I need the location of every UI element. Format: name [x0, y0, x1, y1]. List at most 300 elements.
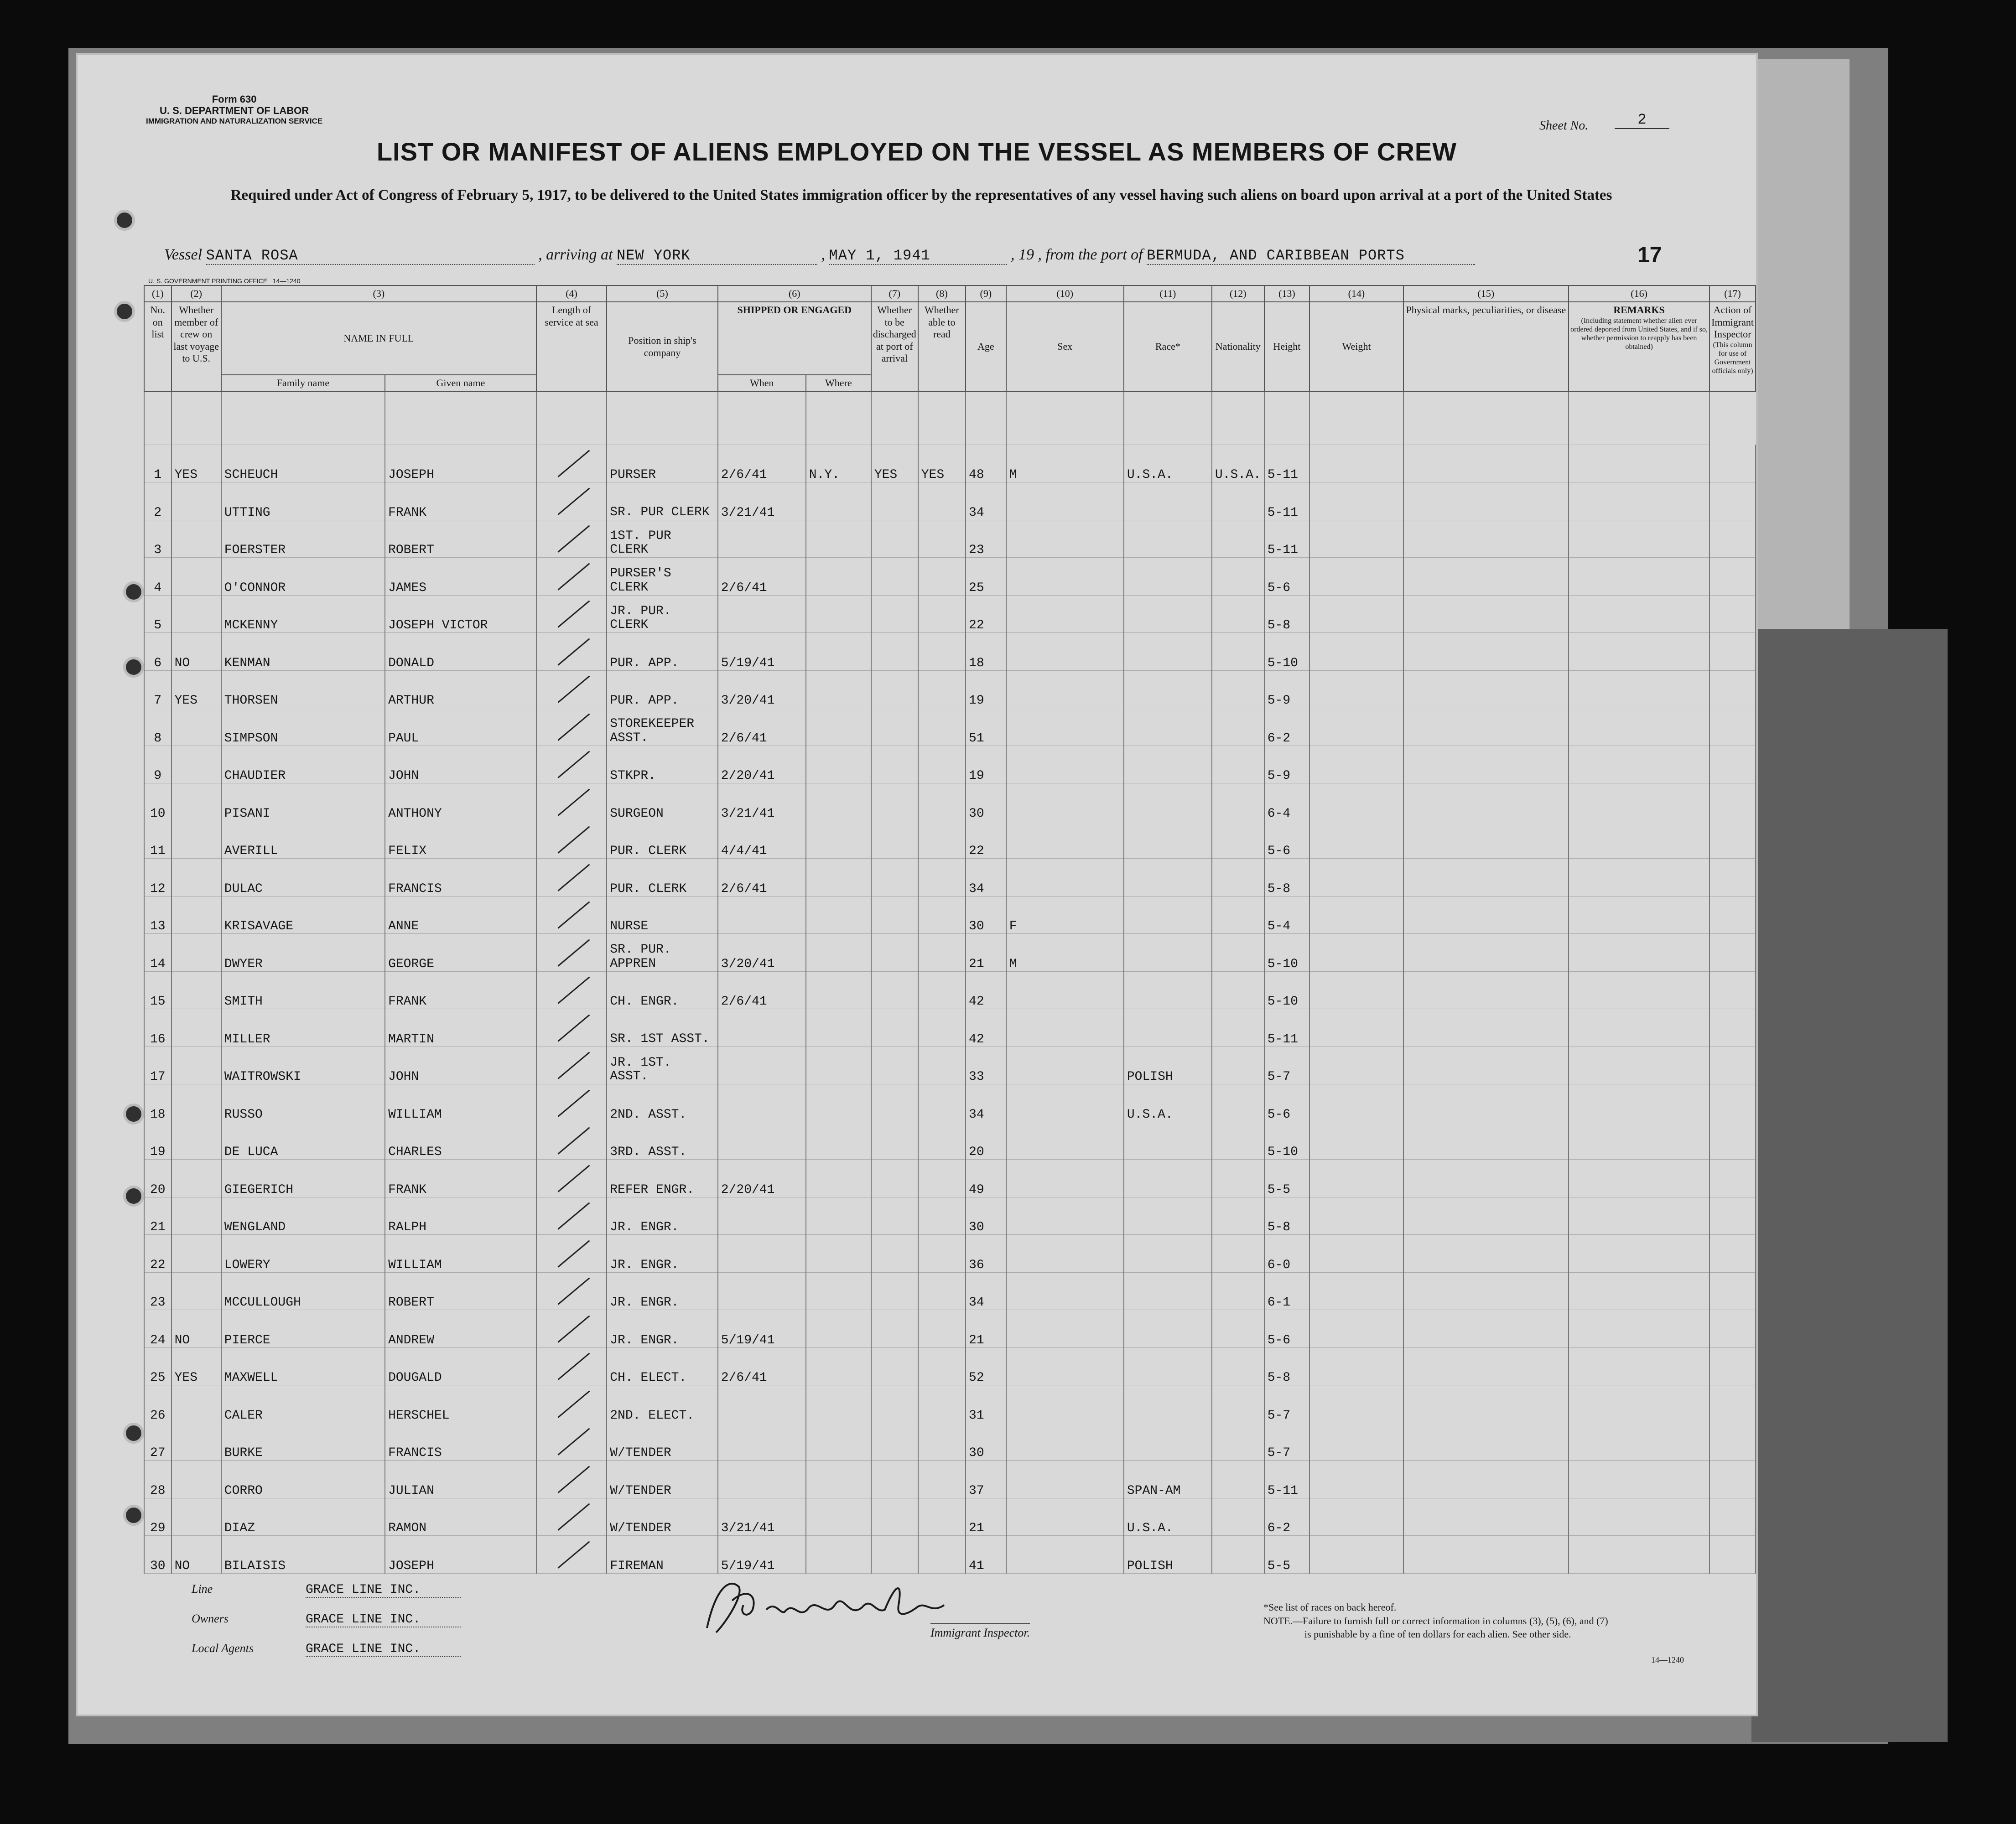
- discharged: [871, 1084, 918, 1122]
- row-number: 26: [144, 1385, 171, 1423]
- height: 5-11: [1264, 520, 1309, 558]
- inspector-action: [1709, 971, 1756, 1009]
- service-tick: [536, 708, 607, 746]
- header-nationality: Nationality: [1212, 302, 1264, 391]
- row-number: 23: [144, 1272, 171, 1310]
- last-voyage: [171, 821, 221, 859]
- remarks: [1569, 971, 1709, 1009]
- check-mark-icon: [557, 977, 590, 1004]
- given-name: ROBERT: [385, 1272, 536, 1310]
- page-title: LIST OR MANIFEST OF ALIENS EMPLOYED ON THE VESSEL AS MEMBERS OF CREW: [376, 137, 1457, 166]
- header-discharged: Whether to be discharged at port of arrival: [871, 302, 918, 391]
- last-voyage: [171, 1160, 221, 1197]
- service-tick: [536, 1423, 607, 1461]
- discharged: [871, 783, 918, 821]
- sex: [1006, 1235, 1124, 1273]
- race: [1124, 558, 1212, 596]
- binder-hole-icon: [114, 301, 135, 322]
- nationality: [1212, 558, 1264, 596]
- sex: [1006, 1122, 1124, 1160]
- weight: [1309, 670, 1403, 708]
- row-number: 28: [144, 1461, 171, 1498]
- arriving-label: , arriving at: [538, 246, 613, 263]
- weight: [1309, 708, 1403, 746]
- race: [1124, 1122, 1212, 1160]
- form-number: Form 630: [212, 93, 257, 105]
- nationality: [1212, 859, 1264, 896]
- table-row: [144, 821, 1756, 859]
- inspector-action: [1709, 1385, 1756, 1423]
- age: 30: [966, 1423, 1006, 1461]
- last-voyage: NO: [171, 1310, 221, 1348]
- check-mark-icon: [557, 1052, 590, 1079]
- physical-marks: [1403, 1084, 1569, 1122]
- shipped-when: 2/6/41: [718, 708, 806, 746]
- able-to-read: [918, 896, 966, 934]
- weight: [1309, 445, 1403, 482]
- remarks: [1569, 1047, 1709, 1084]
- family-name: DWYER: [221, 934, 385, 972]
- able-to-read: [918, 934, 966, 972]
- nationality: [1212, 1272, 1264, 1310]
- physical-marks: [1403, 558, 1569, 596]
- row-number: 30: [144, 1536, 171, 1574]
- row-number: 29: [144, 1498, 171, 1536]
- service-tick: [536, 896, 607, 934]
- family-name: DIAZ: [221, 1498, 385, 1536]
- inspector-action: [1709, 746, 1756, 783]
- shipped-when: [718, 595, 806, 633]
- shipped-where: [806, 595, 871, 633]
- check-mark-icon: [557, 713, 590, 741]
- last-voyage: [171, 1235, 221, 1273]
- remarks: [1569, 821, 1709, 859]
- shipped-where: [806, 1160, 871, 1197]
- binder-hole-icon: [123, 657, 144, 678]
- check-mark-icon: [557, 751, 590, 778]
- service-tick: [536, 1235, 607, 1273]
- race: [1124, 633, 1212, 671]
- remarks: [1569, 934, 1709, 972]
- race: [1124, 1347, 1212, 1385]
- nationality: U.S.A.: [1212, 445, 1264, 482]
- given-name: FRANCIS: [385, 1423, 536, 1461]
- family-name: PISANI: [221, 783, 385, 821]
- remarks: [1569, 1423, 1709, 1461]
- remarks: [1569, 1084, 1709, 1122]
- service-tick: [536, 1385, 607, 1423]
- table-row: [144, 445, 1756, 482]
- check-mark-icon: [557, 1353, 590, 1380]
- able-to-read: [918, 633, 966, 671]
- check-mark-icon: [557, 864, 590, 891]
- last-voyage: [171, 595, 221, 633]
- age: 49: [966, 1160, 1006, 1197]
- sex: [1006, 1498, 1124, 1536]
- last-voyage: NO: [171, 1536, 221, 1574]
- shipped-where: [806, 670, 871, 708]
- row-number: 9: [144, 746, 171, 783]
- sex: [1006, 1047, 1124, 1084]
- given-name: JOHN: [385, 1047, 536, 1084]
- race: [1124, 1160, 1212, 1197]
- height: 5-7: [1264, 1423, 1309, 1461]
- age: 20: [966, 1122, 1006, 1160]
- inspector-action: [1709, 708, 1756, 746]
- position: 2ND. ASST.: [607, 1084, 718, 1122]
- nationality: [1212, 1498, 1264, 1536]
- inspector-action: [1709, 1461, 1756, 1498]
- nationality: [1212, 896, 1264, 934]
- discharged: [871, 971, 918, 1009]
- height: 5-10: [1264, 971, 1309, 1009]
- service-tick: [536, 783, 607, 821]
- shipped-when: [718, 1423, 806, 1461]
- height: 5-8: [1264, 1197, 1309, 1235]
- family-name: THORSEN: [221, 670, 385, 708]
- remarks-title: REMARKS: [1613, 304, 1665, 316]
- height: 6-1: [1264, 1272, 1309, 1310]
- inspector-action: [1709, 1197, 1756, 1235]
- inspector-action: [1709, 558, 1756, 596]
- given-name: JOSEPH VICTOR: [385, 595, 536, 633]
- shipped-when: [718, 1272, 806, 1310]
- weight: [1309, 971, 1403, 1009]
- row-number: 20: [144, 1160, 171, 1197]
- age: 30: [966, 1197, 1006, 1235]
- row-number: 27: [144, 1423, 171, 1461]
- sex: [1006, 1197, 1124, 1235]
- discharged: [871, 1461, 918, 1498]
- physical-marks: [1403, 1122, 1569, 1160]
- service-tick: [536, 1461, 607, 1498]
- row-number: 17: [144, 1047, 171, 1084]
- race: U.S.A.: [1124, 1084, 1212, 1122]
- family-name: CORRO: [221, 1461, 385, 1498]
- sex: [1006, 1461, 1124, 1498]
- col-num: (15): [1403, 285, 1569, 302]
- family-name: GIEGERICH: [221, 1160, 385, 1197]
- race: [1124, 1009, 1212, 1047]
- discharged: [871, 1385, 918, 1423]
- able-to-read: [918, 1235, 966, 1273]
- able-to-read: [918, 1461, 966, 1498]
- service-tick: [536, 670, 607, 708]
- header-physical-marks: Physical marks, peculiarities, or disease: [1403, 302, 1569, 391]
- shipped-when: [718, 1084, 806, 1122]
- shipped-when: [718, 1197, 806, 1235]
- service-tick: [536, 1009, 607, 1047]
- service-tick: [536, 934, 607, 972]
- table-row: [144, 971, 1756, 1009]
- service-tick: [536, 1347, 607, 1385]
- check-mark-icon: [557, 788, 590, 816]
- able-to-read: [918, 1084, 966, 1122]
- sex: [1006, 1310, 1124, 1348]
- race: [1124, 934, 1212, 972]
- discharged: [871, 1235, 918, 1273]
- from-label: , from the port of: [1038, 246, 1143, 263]
- able-to-read: [918, 558, 966, 596]
- given-name: ANTHONY: [385, 783, 536, 821]
- able-to-read: [918, 520, 966, 558]
- sex: [1006, 1009, 1124, 1047]
- age: 36: [966, 1235, 1006, 1273]
- height: 6-0: [1264, 1235, 1309, 1273]
- remarks: [1569, 1347, 1709, 1385]
- shipped-where: [806, 1197, 871, 1235]
- age: 30: [966, 896, 1006, 934]
- family-name: MAXWELL: [221, 1347, 385, 1385]
- inspector-action: [1709, 1272, 1756, 1310]
- col-num: (16): [1569, 285, 1709, 302]
- table-row: [144, 520, 1756, 558]
- weight: [1309, 1047, 1403, 1084]
- remarks: [1569, 520, 1709, 558]
- header-last-voyage: Whether member of crew on last voyage to U.S.: [171, 302, 221, 391]
- given-name: GEORGE: [385, 934, 536, 972]
- family-name: SCHEUCH: [221, 445, 385, 482]
- remarks: [1569, 1498, 1709, 1536]
- height: 5-10: [1264, 934, 1309, 972]
- discharged: [871, 595, 918, 633]
- col-num: (5): [607, 285, 718, 302]
- height: 5-5: [1264, 1160, 1309, 1197]
- shipped-where: [806, 783, 871, 821]
- inspector-action: [1709, 934, 1756, 972]
- nationality: [1212, 520, 1264, 558]
- weight: [1309, 1160, 1403, 1197]
- col-num: (2): [171, 285, 221, 302]
- col-num: (7): [871, 285, 918, 302]
- table-row: [144, 746, 1756, 783]
- given-name: JOSEPH: [385, 1536, 536, 1574]
- inspector-action: [1709, 859, 1756, 896]
- sex: [1006, 708, 1124, 746]
- note-penalty: NOTE.—Failure to furnish full or correct information in columns (3), (5), (6), and (7): [1263, 1615, 1608, 1627]
- race: [1124, 971, 1212, 1009]
- row-number: 14: [144, 934, 171, 972]
- service-tick: [536, 482, 607, 520]
- check-mark-icon: [557, 676, 590, 703]
- age: 33: [966, 1047, 1006, 1084]
- shipped-where: [806, 1047, 871, 1084]
- remarks: [1569, 1197, 1709, 1235]
- weight: [1309, 1498, 1403, 1536]
- height: 6-2: [1264, 708, 1309, 746]
- owners-label: Owners: [192, 1612, 229, 1625]
- last-voyage: [171, 971, 221, 1009]
- position: W/TENDER: [607, 1423, 718, 1461]
- given-name: FRANK: [385, 482, 536, 520]
- family-name: MCCULLOUGH: [221, 1272, 385, 1310]
- given-name: JAMES: [385, 558, 536, 596]
- header-race: Race*: [1124, 302, 1212, 391]
- table-row: [144, 595, 1756, 633]
- check-mark-icon: [557, 1315, 590, 1342]
- sex: [1006, 1347, 1124, 1385]
- year-label: , 19: [1011, 246, 1034, 263]
- last-voyage: [171, 746, 221, 783]
- last-voyage: YES: [171, 670, 221, 708]
- physical-marks: [1403, 1423, 1569, 1461]
- age: 31: [966, 1385, 1006, 1423]
- physical-marks: [1403, 1310, 1569, 1348]
- able-to-read: [918, 1423, 966, 1461]
- height: 5-8: [1264, 595, 1309, 633]
- remarks: [1569, 1536, 1709, 1574]
- shipped-when: 4/4/41: [718, 821, 806, 859]
- able-to-read: [918, 1536, 966, 1574]
- shipped-when: 3/20/41: [718, 670, 806, 708]
- table-row: [144, 1310, 1756, 1348]
- shipped-when: 3/21/41: [718, 482, 806, 520]
- department: U. S. DEPARTMENT OF LABOR: [160, 105, 309, 117]
- physical-marks: [1403, 1160, 1569, 1197]
- row-number: 6: [144, 633, 171, 671]
- last-voyage: [171, 1197, 221, 1235]
- shipped-where: [806, 520, 871, 558]
- family-name: CHAUDIER: [221, 746, 385, 783]
- last-voyage: [171, 1084, 221, 1122]
- last-voyage: [171, 934, 221, 972]
- note-penalty-cont: is punishable by a fine of ten dollars for each alien. See other side.: [1304, 1628, 1571, 1640]
- remarks: [1569, 1461, 1709, 1498]
- given-name: ANNE: [385, 896, 536, 934]
- table-row: [144, 708, 1756, 746]
- nationality: [1212, 595, 1264, 633]
- height: 5-10: [1264, 1122, 1309, 1160]
- shipped-where: [806, 1461, 871, 1498]
- shipped-when: 2/6/41: [718, 445, 806, 482]
- weight: [1309, 482, 1403, 520]
- race: SPAN-AM: [1124, 1461, 1212, 1498]
- height: 5-9: [1264, 746, 1309, 783]
- race: POLISH: [1124, 1047, 1212, 1084]
- shipped-where: [806, 1385, 871, 1423]
- race: [1124, 783, 1212, 821]
- given-name: ROBERT: [385, 520, 536, 558]
- table-row: [144, 1122, 1756, 1160]
- service-tick: [536, 633, 607, 671]
- row-number: 19: [144, 1122, 171, 1160]
- remarks-sub: (Including statement whether alien ever ordered deported from United States, and if so, whether permission to reapply has been obtained): [1570, 316, 1708, 351]
- row-number: 16: [144, 1009, 171, 1047]
- last-voyage: [171, 1423, 221, 1461]
- binder-hole-icon: [123, 581, 144, 602]
- given-name: JOSEPH: [385, 445, 536, 482]
- height: 5-8: [1264, 1347, 1309, 1385]
- age: 25: [966, 558, 1006, 596]
- weight: [1309, 1423, 1403, 1461]
- table-row: [144, 482, 1756, 520]
- header-length-service: Length of service at sea: [536, 302, 607, 391]
- age: 19: [966, 670, 1006, 708]
- table-row: [144, 783, 1756, 821]
- printing-office: U. S. GOVERNMENT PRINTING OFFICE 14—1240: [148, 277, 301, 285]
- table-row: [144, 1385, 1756, 1423]
- family-name: UTTING: [221, 482, 385, 520]
- race: [1124, 859, 1212, 896]
- position: NURSE: [607, 896, 718, 934]
- age: 21: [966, 1498, 1006, 1536]
- nationality: [1212, 1160, 1264, 1197]
- position: PUR. CLERK: [607, 859, 718, 896]
- table-row: [144, 1009, 1756, 1047]
- service-tick: [536, 1272, 607, 1310]
- inspector-action: [1709, 1423, 1756, 1461]
- form-code: 14—1240: [1651, 1655, 1684, 1664]
- nationality: [1212, 482, 1264, 520]
- weight: [1309, 859, 1403, 896]
- last-voyage: [171, 896, 221, 934]
- check-mark-icon: [557, 601, 590, 628]
- weight: [1309, 558, 1403, 596]
- nationality: [1212, 783, 1264, 821]
- service-tick: [536, 1310, 607, 1348]
- last-voyage: [171, 1122, 221, 1160]
- column-headers: [144, 302, 1756, 375]
- table-row: [144, 1423, 1756, 1461]
- sex: [1006, 482, 1124, 520]
- remarks: [1569, 1272, 1709, 1310]
- header-given-name: Given name: [385, 375, 536, 391]
- position: CH. ELECT.: [607, 1347, 718, 1385]
- sex: [1006, 1084, 1124, 1122]
- shipped-where: [806, 821, 871, 859]
- race: [1124, 896, 1212, 934]
- check-mark-icon: [557, 1202, 590, 1230]
- nationality: [1212, 633, 1264, 671]
- sex: F: [1006, 896, 1124, 934]
- physical-marks: [1403, 1536, 1569, 1574]
- height: 5-6: [1264, 558, 1309, 596]
- position: W/TENDER: [607, 1498, 718, 1536]
- weight: [1309, 746, 1403, 783]
- back-sheet-shadow: [1751, 629, 1948, 1742]
- shipped-when: 5/19/41: [718, 1310, 806, 1348]
- header-no: No. on list: [144, 302, 171, 391]
- sheet-number: 2: [1615, 111, 1669, 129]
- inspector-action: [1709, 1084, 1756, 1122]
- last-voyage: YES: [171, 445, 221, 482]
- able-to-read: [918, 1122, 966, 1160]
- sex: [1006, 746, 1124, 783]
- position: JR. ENGR.: [607, 1235, 718, 1273]
- age: 48: [966, 445, 1006, 482]
- physical-marks: [1403, 746, 1569, 783]
- footer-agents: [192, 1642, 461, 1657]
- arrival-date: MAY 1, 1941: [829, 247, 1007, 265]
- last-voyage: [171, 1047, 221, 1084]
- age: 41: [966, 1536, 1006, 1574]
- check-mark-icon: [557, 1390, 590, 1418]
- age: 34: [966, 859, 1006, 896]
- sex: [1006, 1160, 1124, 1197]
- remarks: [1569, 1122, 1709, 1160]
- sex: M: [1006, 445, 1124, 482]
- nationality: [1212, 670, 1264, 708]
- nationality: [1212, 1347, 1264, 1385]
- discharged: [871, 1536, 918, 1574]
- row-number: 2: [144, 482, 171, 520]
- position: PUR. CLERK: [607, 821, 718, 859]
- nationality: [1212, 971, 1264, 1009]
- agents-label: Local Agents: [192, 1642, 254, 1655]
- header-height: Height: [1264, 302, 1309, 391]
- position: STKPR.: [607, 746, 718, 783]
- given-name: WILLIAM: [385, 1235, 536, 1273]
